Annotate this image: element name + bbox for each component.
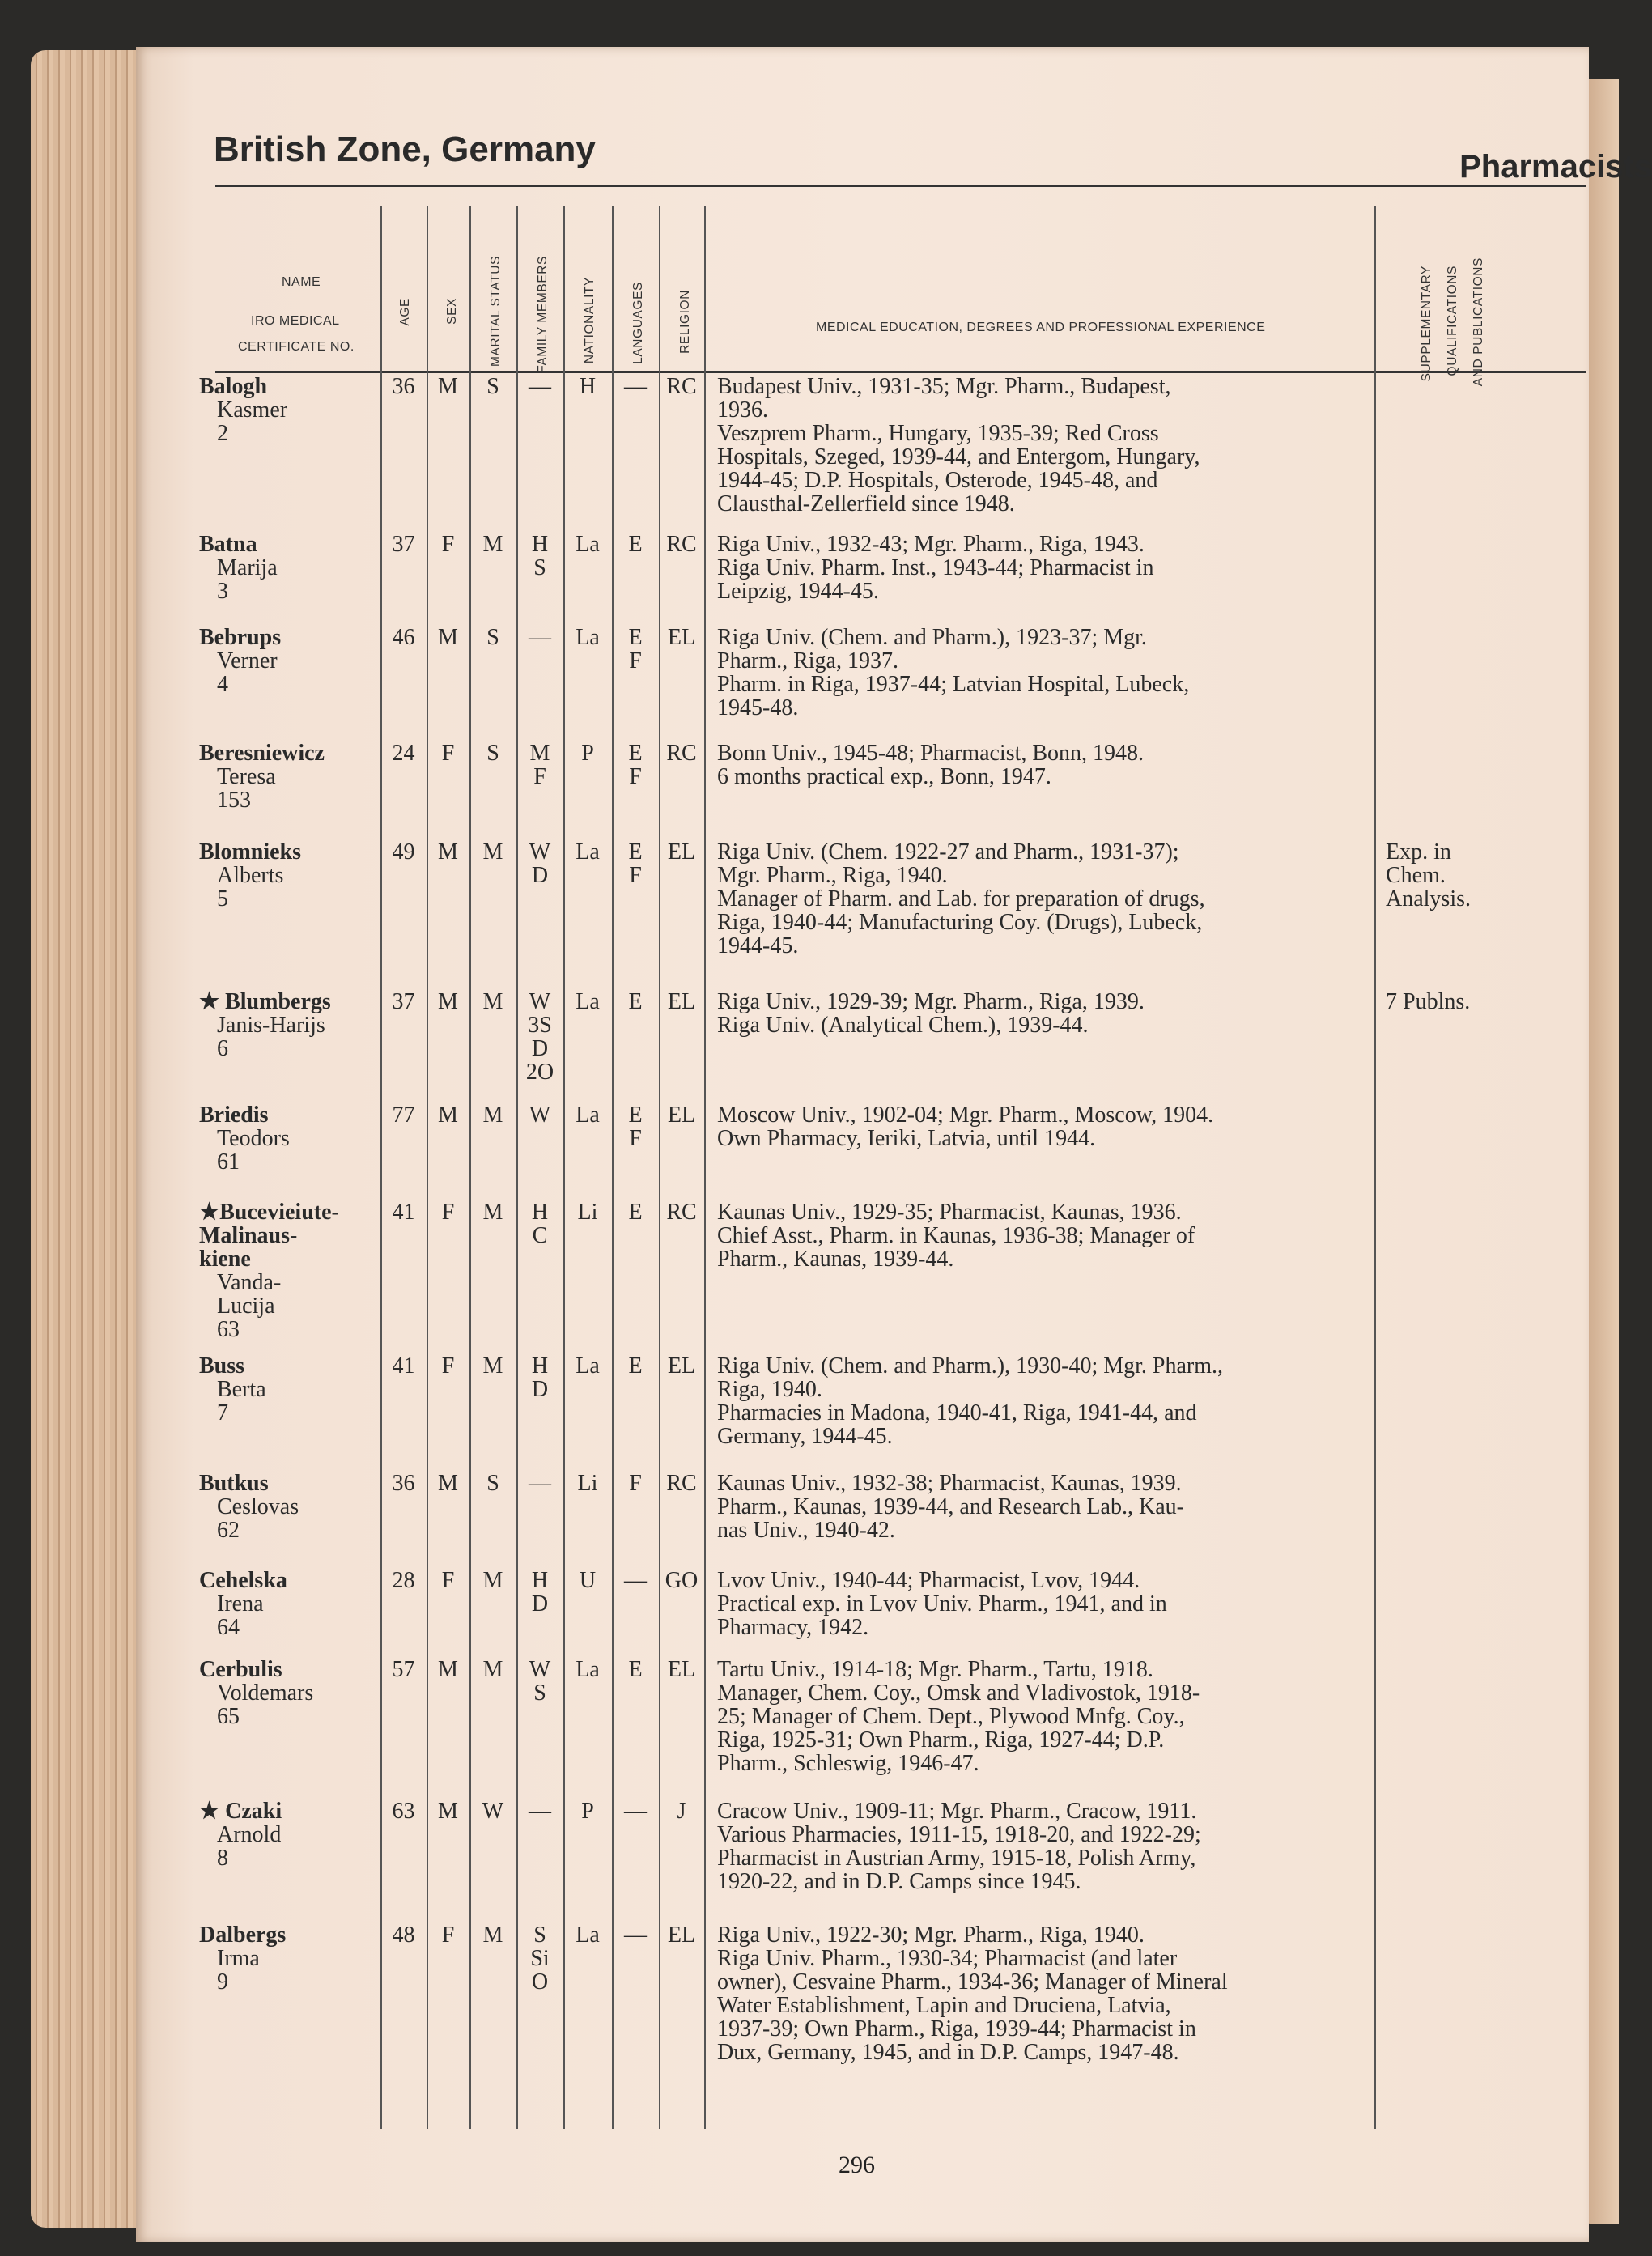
languages-value: E	[628, 1657, 643, 1682]
family-value: W	[529, 1103, 551, 1128]
education-text: Riga Univ. (Chem. and Pharm.), 1923-37; Mgr. Pharm., Riga, 1937. Pharm. in Riga, 1937-44; Latvian Hospital, Lubeck, 1945-48.	[717, 625, 1190, 720]
sex-value: M	[438, 1657, 458, 1682]
name-surname: Cerbulis	[199, 1657, 282, 1682]
nationality-value: P	[581, 1799, 594, 1824]
education-text: Bonn Univ., 1945-48; Pharmacist, Bonn, 1948. 6 months practical exp., Bonn, 1947.	[717, 741, 1145, 789]
col-marital: MARITAL STATUS	[489, 256, 503, 368]
marital-value: M	[482, 1200, 503, 1225]
nationality-value: La	[575, 989, 600, 1014]
name-surname: Buss	[199, 1353, 245, 1379]
religion-value: RC	[666, 374, 697, 399]
col-supp-2: QUALIFICATIONS	[1446, 266, 1459, 376]
next-page-edge	[1585, 79, 1619, 2224]
name-surname: Balogh	[199, 374, 268, 399]
name-given-cert: Arnold 8	[217, 1822, 282, 1871]
marital-value: M	[482, 1353, 503, 1379]
name-given-cert: Vanda- Lucija 63	[217, 1270, 282, 1342]
family-value: W 3S D 2O	[525, 989, 554, 1085]
name-surname: Butkus	[199, 1471, 269, 1496]
name-surname: Batna	[199, 532, 257, 557]
nationality-value: La	[575, 625, 600, 650]
col-religion: RELIGION	[678, 290, 692, 354]
education-text: Riga Univ. (Chem. and Pharm.), 1930-40; Mgr. Pharm., Riga, 1940. Pharmacies in Madona, 1940-41, Riga, 1941-44, and Germany, 1944-45.	[717, 1353, 1224, 1449]
col-languages: LANGUAGES	[631, 282, 645, 364]
sex-value: F	[441, 741, 455, 766]
family-value: —	[529, 625, 551, 650]
education-text: Lvov Univ., 1940-44; Pharmacist, Lvov, 1944. Practical exp. in Lvov Univ. Pharm., 1941, and in Pharmacy, 1942.	[717, 1568, 1167, 1640]
name-surname: Dalbergs	[199, 1922, 287, 1948]
col-name: NAME	[282, 275, 321, 289]
languages-value: F	[629, 1471, 642, 1496]
age-value: 46	[392, 625, 415, 650]
religion-value: EL	[667, 1103, 696, 1128]
religion-value: J	[677, 1799, 686, 1824]
book-page-edges	[31, 50, 136, 2228]
age-value: 37	[392, 532, 415, 557]
religion-value: EL	[667, 989, 696, 1014]
col-divider	[427, 206, 428, 2129]
marital-value: W	[482, 1799, 504, 1824]
marital-value: S	[486, 374, 499, 399]
sex-value: M	[438, 625, 458, 650]
education-text: Riga Univ., 1922-30; Mgr. Pharm., Riga, 1940. Riga Univ. Pharm., 1930-34; Pharmacist (and later owner), Cesvaine Pharm., 1934-36; Manager of Mineral Water Establishment, Lapin and Druciena, Latvia, 1937-39; Own Pharm., Riga, 1939-44; Pharmacist in Dux, Germany, 1945, and in D.P. Camps, 1947-48.	[717, 1922, 1228, 2065]
header-rule	[215, 185, 1586, 187]
page-header-zone: British Zone, Germany	[214, 130, 596, 169]
education-text: Cracow Univ., 1909-11; Mgr. Pharm., Cracow, 1911. Various Pharmacies, 1911-15, 1918-20, and 1922-29; Pharmacist in Austrian Army, 1915-18, Polish Army, 1920-22, and in D.P. Camps since 1945.	[717, 1799, 1201, 1894]
name-given-cert: Marija 3	[217, 555, 278, 604]
nationality-value: H	[579, 374, 597, 399]
name-given-cert: Irena 64	[217, 1591, 264, 1640]
sex-value: M	[438, 1103, 458, 1128]
col-divider	[612, 206, 614, 2129]
education-text: Riga Univ. (Chem. 1922-27 and Pharm., 1931-37); Mgr. Pharm., Riga, 1940. Manager of Pharm. and Lab. for preparation of drugs, Riga, 1940-44; Manufacturing Coy. (Drugs), Lubeck, 1944-45.	[717, 839, 1205, 958]
age-value: 28	[392, 1568, 415, 1593]
religion-value: RC	[666, 1200, 697, 1225]
marital-value: M	[482, 989, 503, 1014]
marital-value: S	[486, 625, 499, 650]
nationality-value: La	[575, 1103, 600, 1128]
religion-value: RC	[666, 1471, 697, 1496]
family-value: —	[529, 374, 551, 399]
nationality-value: La	[575, 1657, 600, 1682]
education-text: Budapest Univ., 1931-35; Mgr. Pharm., Budapest, 1936. Veszprem Pharm., Hungary, 1935-39; Red Cross Hospitals, Szeged, 1939-44, and Entergom, Hungary, 1944-45; D.P. Hospitals, Osterode, 1945-48, and Clausthal-Zellerfield since 1948.	[717, 374, 1200, 516]
page-header-category: Pharmacists	[1459, 149, 1652, 185]
name-surname: Bebrups	[199, 625, 282, 650]
name-given-cert: Teodors 61	[217, 1126, 290, 1175]
education-text: Tartu Univ., 1914-18; Mgr. Pharm., Tartu, 1918. Manager, Chem. Coy., Omsk and Vladivostok, 1918- 25; Manager of Chem. Dept., Plywood Mnfg. Coy., Riga, 1925-31; Own Pharm., Riga, 1927-44; D.P. Pharm., Schleswig, 1946-47.	[717, 1657, 1200, 1776]
nationality-value: U	[579, 1568, 597, 1593]
sex-value: F	[441, 1568, 455, 1593]
marital-value: M	[482, 1568, 503, 1593]
sex-value: M	[438, 374, 458, 399]
age-value: 77	[392, 1103, 415, 1128]
col-supp-1: SUPPLEMENTARY	[1420, 266, 1433, 382]
name-given-cert: Irma 9	[217, 1946, 260, 1995]
family-value: —	[529, 1471, 551, 1496]
languages-value: E	[628, 532, 643, 557]
nationality-value: La	[575, 839, 600, 865]
name-given-cert: Voldemars 65	[217, 1680, 314, 1729]
marital-value: M	[482, 1103, 503, 1128]
languages-value: E	[628, 1353, 643, 1379]
age-value: 57	[392, 1657, 415, 1682]
marital-value: M	[482, 839, 503, 865]
age-value: 36	[392, 1471, 415, 1496]
name-given-cert: Berta 7	[217, 1377, 266, 1425]
religion-value: EL	[667, 839, 696, 865]
page-number: 296	[839, 2152, 875, 2178]
nationality-value: La	[575, 532, 600, 557]
family-value: M F	[529, 741, 550, 789]
religion-value: EL	[667, 625, 696, 650]
languages-value: E	[628, 989, 643, 1014]
age-value: 63	[392, 1799, 415, 1824]
languages-value: E	[628, 1200, 643, 1225]
name-given-cert: Verner 4	[217, 648, 278, 697]
languages-value: —	[624, 374, 647, 399]
name-surname: Briedis	[199, 1103, 269, 1128]
nationality-value: Li	[577, 1471, 598, 1496]
religion-value: EL	[667, 1657, 696, 1682]
sex-value: F	[441, 1922, 455, 1948]
name-given-cert: Janis-Harijs 6	[217, 1013, 325, 1061]
sex-value: F	[441, 1200, 455, 1225]
education-text: Moscow Univ., 1902-04; Mgr. Pharm., Moscow, 1904. Own Pharmacy, Ieriki, Latvia, until 1944.	[717, 1103, 1214, 1151]
name-surname: Cehelska	[199, 1568, 287, 1593]
name-given-cert: Teresa 153	[217, 764, 276, 813]
sex-value: M	[438, 989, 458, 1014]
column-header-rule	[215, 371, 1586, 373]
marital-value: M	[482, 532, 503, 557]
sex-value: M	[438, 839, 458, 865]
languages-value: —	[624, 1568, 647, 1593]
col-divider	[380, 206, 382, 2129]
religion-value: EL	[667, 1922, 696, 1948]
name-given-cert: Ceslovas 62	[217, 1494, 299, 1543]
document-page	[136, 47, 1652, 2242]
name-given-cert: Kasmer 2	[217, 397, 288, 446]
languages-value: E F	[628, 741, 643, 789]
name-surname: ★Bucevieiute- Malinaus- kiene	[199, 1200, 339, 1272]
religion-value: RC	[666, 532, 697, 557]
col-divider	[659, 206, 660, 2129]
family-value: H C	[531, 1200, 549, 1248]
family-value: W S	[529, 1657, 551, 1706]
name-given-cert: Alberts 5	[217, 863, 284, 911]
col-supp-3: AND PUBLICATIONS	[1472, 257, 1485, 387]
education-text: Kaunas Univ., 1929-35; Pharmacist, Kaunas, 1936. Chief Asst., Pharm. in Kaunas, 1936-38; Manager of Pharm., Kaunas, 1939-44.	[717, 1200, 1195, 1272]
nationality-value: La	[575, 1353, 600, 1379]
nationality-value: P	[581, 741, 594, 766]
col-nationality: NATIONALITY	[583, 277, 597, 364]
col-sex: SEX	[445, 298, 459, 325]
col-family: FAMILY MEMBERS	[536, 256, 550, 373]
family-value: H D	[531, 1353, 549, 1402]
col-divider	[704, 206, 706, 2129]
name-surname: Beresniewicz	[199, 741, 325, 766]
age-value: 48	[392, 1922, 415, 1948]
languages-value: —	[624, 1799, 647, 1824]
age-value: 24	[392, 741, 415, 766]
education-text: Riga Univ., 1929-39; Mgr. Pharm., Riga, 1939. Riga Univ. (Analytical Chem.), 1939-44.	[717, 989, 1145, 1038]
family-value: —	[529, 1799, 551, 1824]
col-divider	[469, 206, 471, 2129]
nationality-value: Li	[577, 1200, 598, 1225]
name-surname: ★ Blumbergs	[199, 989, 331, 1014]
sex-value: F	[441, 532, 455, 557]
col-age: AGE	[398, 298, 412, 326]
age-value: 41	[392, 1353, 415, 1379]
marital-value: M	[482, 1922, 503, 1948]
sex-value: M	[438, 1471, 458, 1496]
col-iro-1: IRO MEDICAL	[251, 314, 340, 328]
family-value: W D	[529, 839, 551, 888]
religion-value: RC	[666, 741, 697, 766]
education-text: Kaunas Univ., 1932-38; Pharmacist, Kaunas, 1939. Pharm., Kaunas, 1939-44, and Research Lab., Kau- nas Univ., 1940-42.	[717, 1471, 1184, 1543]
age-value: 36	[392, 374, 415, 399]
languages-value: E F	[628, 839, 643, 888]
family-value: H D	[531, 1568, 549, 1617]
family-value: S Si O	[530, 1922, 550, 1995]
col-divider	[563, 206, 565, 2129]
languages-value: E F	[628, 1103, 643, 1151]
col-iro-2: CERTIFICATE NO.	[238, 340, 355, 354]
age-value: 41	[392, 1200, 415, 1225]
marital-value: S	[486, 1471, 499, 1496]
age-value: 37	[392, 989, 415, 1014]
supplementary-text: 7 Publns.	[1386, 989, 1471, 1014]
education-text: Riga Univ., 1932-43; Mgr. Pharm., Riga, 1943. Riga Univ. Pharm. Inst., 1943-44; Pharmacist in Leipzig, 1944-45.	[717, 532, 1154, 604]
age-value: 49	[392, 839, 415, 865]
col-education: MEDICAL EDUCATION, DEGREES AND PROFESSIONAL EXPERIENCE	[816, 321, 1266, 334]
religion-value: GO	[665, 1568, 699, 1593]
name-surname: Blomnieks	[199, 839, 302, 865]
religion-value: EL	[667, 1353, 696, 1379]
col-divider	[516, 206, 518, 2129]
family-value: H S	[531, 532, 549, 580]
sex-value: F	[441, 1353, 455, 1379]
col-divider	[1374, 206, 1376, 2129]
languages-value: E F	[628, 625, 643, 673]
supplementary-text: Exp. in Chem. Analysis.	[1386, 839, 1471, 911]
nationality-value: La	[575, 1922, 600, 1948]
marital-value: M	[482, 1657, 503, 1682]
marital-value: S	[486, 741, 499, 766]
languages-value: —	[624, 1922, 647, 1948]
name-surname: ★ Czaki	[199, 1799, 282, 1824]
sex-value: M	[438, 1799, 458, 1824]
